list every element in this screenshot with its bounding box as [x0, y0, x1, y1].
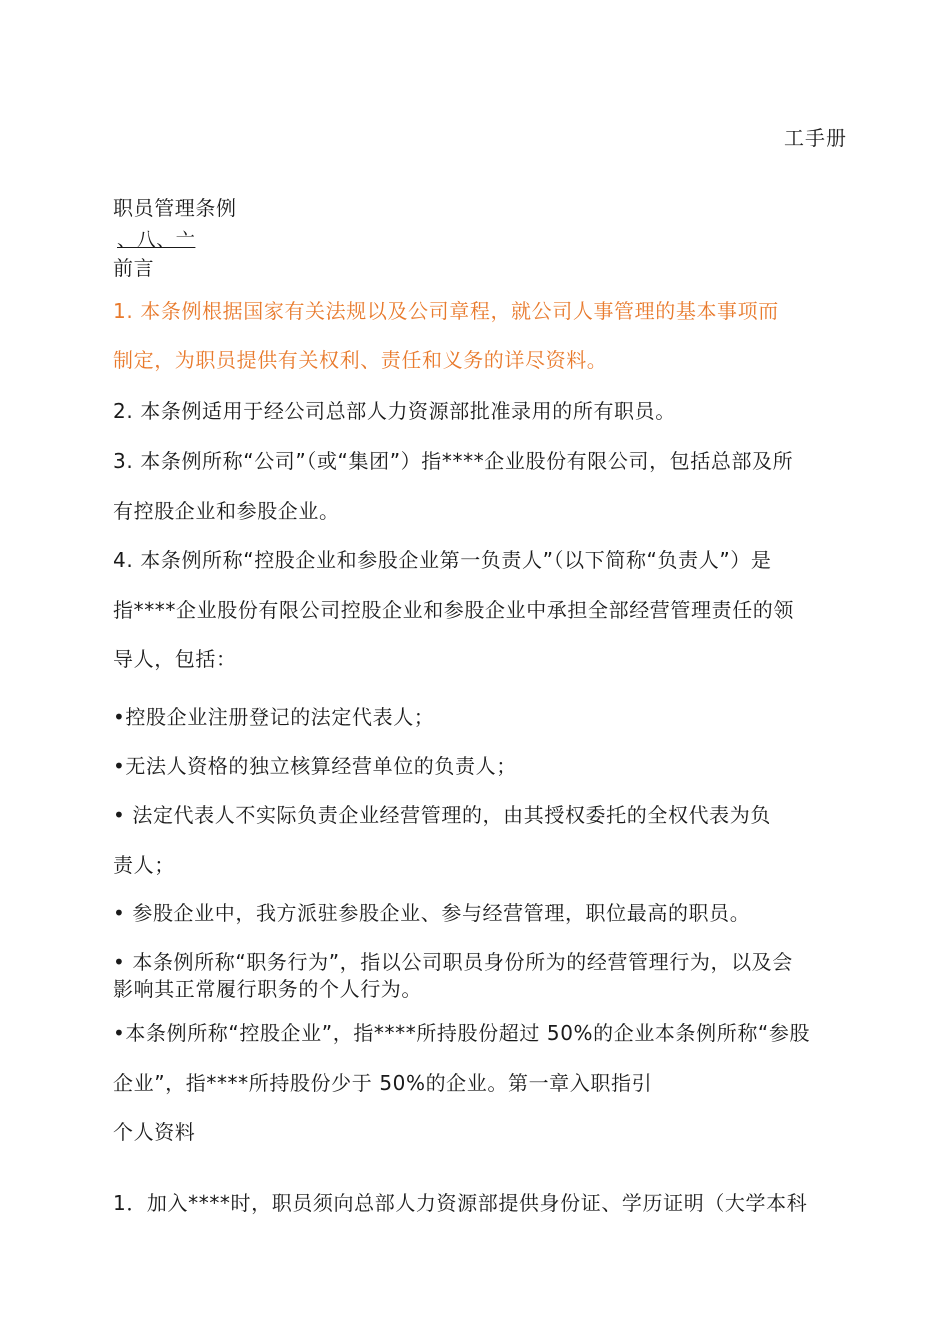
bullet-2: •无法人资格的独立核算经营单位的负责人；	[113, 754, 517, 778]
paragraph-4-line-2: 指****企业股份有限公司控股企业和参股企业中承担全部经营管理责任的领	[113, 598, 794, 622]
paragraph-3-line-1: 3. 本条例所称“公司”（或“集团”）指****企业股份有限公司，包括总部及所	[113, 449, 794, 473]
header-title: 工手册	[784, 126, 847, 150]
section-preface: 前言	[113, 256, 155, 280]
paragraph-4-line-3: 导人，包括：	[113, 647, 237, 671]
bullet-4: • 参股企业中，我方派驻参股企业、参与经营管理，职位最高的职员。	[113, 901, 751, 925]
doc-subheading: 、八、亠	[117, 229, 196, 251]
bullet-1: •控股企业注册登记的法定代表人；	[113, 705, 435, 729]
section-personal-info: 个人资料	[113, 1120, 196, 1144]
paragraph-1-line-2: 制定，为职员提供有关权利、责任和义务的详尽资料。	[113, 348, 608, 372]
bullet-6-line-2: 企业”，指****所持股份少于 50%的企业。第一章入职指引	[113, 1071, 653, 1095]
doc-heading: 职员管理条例	[113, 196, 237, 220]
bullet-5-line-1: • 本条例所称“职务行为”，指以公司职员身份所为的经营管理行为，以及会	[113, 950, 793, 974]
bullet-5-line-2: 影响其正常履行职务的个人行为。	[113, 977, 422, 1001]
bullet-6-line-1: •本条例所称“控股企业”，指****所持股份超过 50%的企业本条例所称“参股	[113, 1021, 811, 1045]
bullet-3-line-1: • 法定代表人不实际负责企业经营管理的，由其授权委托的全权代表为负	[113, 803, 771, 827]
paragraph-5: 1．加入****时，职员须向总部人力资源部提供身份证、学历证明（大学本科	[113, 1191, 808, 1215]
paragraph-3-line-2: 有控股企业和参股企业。	[113, 499, 340, 523]
paragraph-1-line-1: 1. 本条例根据国家有关法规以及公司章程，就公司人事管理的基本事项而	[113, 299, 779, 323]
bullet-3-line-2: 责人；	[113, 853, 175, 877]
paragraph-4-line-1: 4. 本条例所称“控股企业和参股企业第一负责人”（以下简称“负责人”）是	[113, 548, 772, 572]
paragraph-2: 2. 本条例适用于经公司总部人力资源部批准录用的所有职员。	[113, 399, 676, 423]
